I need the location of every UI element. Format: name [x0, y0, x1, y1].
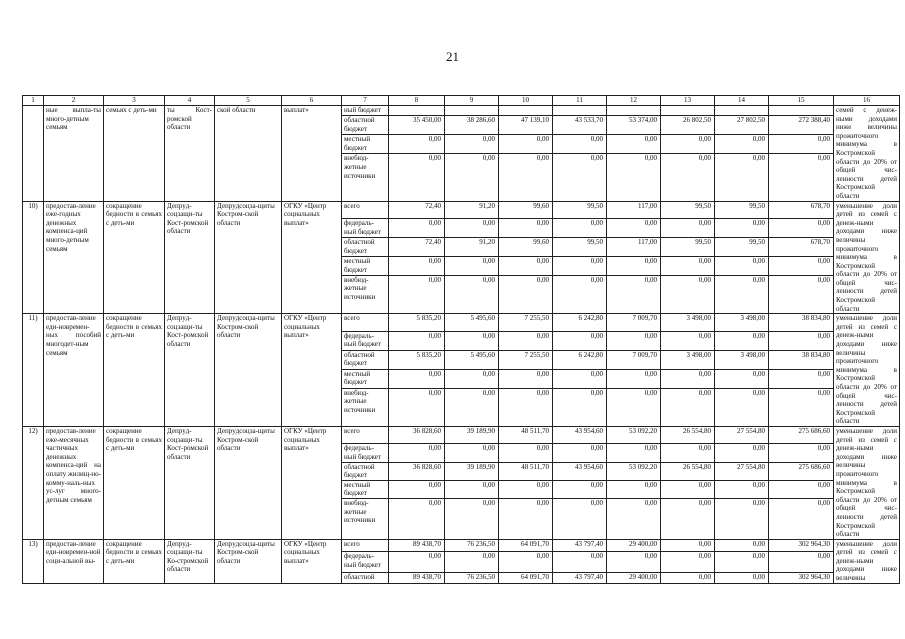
- item-number-cell: 12): [23, 426, 44, 539]
- co-executor-cell: Депрyд-соцзащи-ты Кост-ромской области: [165, 201, 215, 314]
- amount-cell: 0,00: [389, 219, 445, 238]
- amount-cell: 0,00: [769, 444, 834, 462]
- amount-cell: 29 400,00: [607, 572, 661, 583]
- responsible-cell: Депрyдсоцза-щиты Костром-ской области: [215, 201, 282, 314]
- amount-cell: 39 189,90: [445, 426, 499, 443]
- amount-cell: 0,00: [715, 275, 769, 313]
- amount-cell: 0,00: [661, 331, 715, 350]
- amount-cell: [445, 106, 499, 116]
- header-cell: 8: [389, 96, 445, 106]
- amount-cell: 38 834,80: [769, 314, 834, 332]
- amount-cell: 99,50: [715, 238, 769, 257]
- amount-cell: 89 438,70: [389, 539, 445, 551]
- amount-cell: 89 438,70: [389, 572, 445, 583]
- amount-cell: 72,40: [389, 201, 445, 219]
- amount-cell: 0,00: [607, 369, 661, 388]
- recipient-cell: ОГКУ «Центр социальных выплат»: [282, 314, 342, 427]
- amount-cell: 43 954,60: [553, 426, 607, 443]
- amount-cell: 0,00: [499, 388, 553, 426]
- header-cell: 14: [715, 96, 769, 106]
- amount-cell: 0,00: [715, 539, 769, 551]
- amount-cell: 47 139,10: [499, 116, 553, 135]
- amount-cell: 7 009,70: [607, 314, 661, 332]
- amount-cell: 0,00: [499, 499, 553, 539]
- amount-cell: 0,00: [389, 388, 445, 426]
- measure-name-cell: предостав-ление еди-новремен-ной соци-альной вы-: [44, 539, 104, 583]
- header-cell: 12: [607, 96, 661, 106]
- header-cell: 1: [23, 96, 44, 106]
- header-cell: 3: [104, 96, 165, 106]
- amount-cell: [499, 106, 553, 116]
- amount-cell: 0,00: [389, 154, 445, 201]
- amount-cell: 0,00: [607, 388, 661, 426]
- header-cell: 16: [834, 96, 900, 106]
- amount-cell: 5 495,60: [445, 314, 499, 332]
- amount-cell: 0,00: [553, 552, 607, 573]
- funding-source-cell: внебюд-жетные источники: [342, 388, 389, 426]
- amount-cell: 38 834,80: [769, 350, 834, 369]
- funding-source-cell: местный бюджет: [342, 480, 389, 498]
- amount-cell: 0,00: [553, 331, 607, 350]
- amount-cell: 0,00: [715, 331, 769, 350]
- expected-result-cell: уменьшение доли детей из семей с денеж-ными доходами ниже величины прожиточного минимума в Костромской области до 20% от общей чис-ленности детей Костромской области: [834, 426, 900, 539]
- amount-cell: 0,00: [553, 275, 607, 313]
- amount-cell: 0,00: [389, 369, 445, 388]
- amount-cell: 0,00: [715, 154, 769, 201]
- amount-cell: 0,00: [769, 256, 834, 275]
- responsible-cell: ской области: [215, 106, 282, 202]
- item-number-cell: 11): [23, 314, 44, 427]
- amount-cell: 0,00: [389, 499, 445, 539]
- amount-cell: 26 554,80: [661, 462, 715, 480]
- amount-cell: 0,00: [389, 275, 445, 313]
- header-cell: 7: [342, 96, 389, 106]
- amount-cell: 0,00: [769, 552, 834, 573]
- page-number: 21: [446, 49, 459, 64]
- amount-cell: 0,00: [445, 135, 499, 154]
- amount-cell: 0,00: [445, 552, 499, 573]
- expected-result-cell: уменьшение доли детей из семей с денеж-ными доходами ниже величины: [834, 539, 900, 583]
- amount-cell: 43 797,40: [553, 572, 607, 583]
- amount-cell: 64 091,70: [499, 572, 553, 583]
- amount-cell: 3 498,00: [661, 350, 715, 369]
- funding-source-cell: внебюд-жетные источники: [342, 154, 389, 201]
- amount-cell: 53 374,00: [607, 116, 661, 135]
- amount-cell: 5 495,60: [445, 350, 499, 369]
- amount-cell: 0,00: [445, 480, 499, 498]
- amount-cell: [607, 106, 661, 116]
- amount-cell: 0,00: [499, 552, 553, 573]
- co-executor-cell: ты Кост-ромской области: [165, 106, 215, 202]
- amount-cell: 0,00: [661, 369, 715, 388]
- funding-source-cell: областной: [342, 572, 389, 583]
- amount-cell: 0,00: [715, 388, 769, 426]
- amount-cell: 0,00: [499, 256, 553, 275]
- amount-cell: 7 255,50: [499, 350, 553, 369]
- amount-cell: 0,00: [607, 331, 661, 350]
- amount-cell: 0,00: [769, 388, 834, 426]
- amount-cell: 76 236,50: [445, 539, 499, 551]
- amount-cell: 0,00: [715, 256, 769, 275]
- amount-cell: 99,50: [661, 238, 715, 257]
- funding-source-cell: областной бюджет: [342, 350, 389, 369]
- amount-cell: 0,00: [769, 480, 834, 498]
- amount-cell: 39 189,90: [445, 462, 499, 480]
- co-executor-cell: Депрyд-соцзащи-ты Кост-ромской области: [165, 426, 215, 539]
- amount-cell: 0,00: [607, 444, 661, 462]
- funding-source-cell: ный бюджет: [342, 106, 389, 116]
- table-row: [23, 539, 900, 551]
- amount-cell: 0,00: [499, 154, 553, 201]
- amount-cell: [389, 106, 445, 116]
- amount-cell: 72,40: [389, 238, 445, 257]
- expected-result-cell: семей с денеж-ными доходами ниже величины прожиточного минимума в Костромской области до 20% от общей чис-ленности детей Костромской области: [834, 106, 900, 202]
- amount-cell: 0,00: [769, 154, 834, 201]
- header-cell: 6: [282, 96, 342, 106]
- amount-cell: 0,00: [661, 539, 715, 551]
- amount-cell: 0,00: [445, 444, 499, 462]
- funding-source-cell: всего: [342, 426, 389, 443]
- amount-cell: 7 255,50: [499, 314, 553, 332]
- amount-cell: 3 498,00: [715, 350, 769, 369]
- header-cell: 15: [769, 96, 834, 106]
- amount-cell: 0,00: [445, 256, 499, 275]
- amount-cell: 117,00: [607, 238, 661, 257]
- amount-cell: 0,00: [661, 552, 715, 573]
- funding-source-cell: всего: [342, 539, 389, 551]
- amount-cell: 36 828,60: [389, 462, 445, 480]
- amount-cell: 0,00: [445, 219, 499, 238]
- amount-cell: 0,00: [715, 135, 769, 154]
- amount-cell: 0,00: [445, 275, 499, 313]
- amount-cell: 99,50: [715, 201, 769, 219]
- amount-cell: 0,00: [389, 444, 445, 462]
- amount-cell: 29 400,00: [607, 539, 661, 551]
- measure-name-cell: предостав-ление еже-месячных частичных денежных компенса-ций на оплату жилищ-но-комму-наль-ных ус-луг много-детным семьям: [44, 426, 104, 539]
- amount-cell: 35 450,00: [389, 116, 445, 135]
- amount-cell: 0,00: [499, 480, 553, 498]
- amount-cell: 27 554,80: [715, 462, 769, 480]
- amount-cell: 0,00: [553, 388, 607, 426]
- amount-cell: 272 388,40: [769, 116, 834, 135]
- funding-source-cell: областной бюджет: [342, 116, 389, 135]
- item-number-cell: [23, 106, 44, 202]
- amount-cell: 302 964,30: [769, 572, 834, 583]
- funding-source-cell: внебюд-жетные источники: [342, 499, 389, 539]
- amount-cell: 99,50: [553, 201, 607, 219]
- amount-cell: 91,20: [445, 201, 499, 219]
- amount-cell: 0,00: [661, 480, 715, 498]
- amount-cell: 0,00: [389, 552, 445, 573]
- amount-cell: 0,00: [607, 154, 661, 201]
- table-row: [23, 106, 900, 116]
- funding-source-cell: внебюд-жетные источники: [342, 275, 389, 313]
- amount-cell: 0,00: [445, 388, 499, 426]
- header-row: [23, 96, 900, 106]
- amount-cell: 76 236,50: [445, 572, 499, 583]
- amount-cell: [661, 106, 715, 116]
- co-executor-cell: Депрyд-соцзащи-ты Кост-ромской области: [165, 314, 215, 427]
- amount-cell: 0,00: [661, 135, 715, 154]
- header-cell: 2: [44, 96, 104, 106]
- recipient-cell: ОГКУ «Центр социальных выплат»: [282, 201, 342, 314]
- amount-cell: 117,00: [607, 201, 661, 219]
- funding-source-cell: всего: [342, 201, 389, 219]
- amount-cell: 0,00: [499, 275, 553, 313]
- recipient-cell: ОГКУ «Центр социальных выплат»: [282, 539, 342, 583]
- amount-cell: 53 092,20: [607, 426, 661, 443]
- measure-name-cell: предостав-ление еже-годных денежных компенса-ций много-детным семьям: [44, 201, 104, 314]
- funding-source-cell: местный бюджет: [342, 369, 389, 388]
- header-cell: 13: [661, 96, 715, 106]
- amount-cell: 0,00: [715, 369, 769, 388]
- amount-cell: 0,00: [389, 256, 445, 275]
- amount-cell: 275 686,60: [769, 426, 834, 443]
- amount-cell: 0,00: [607, 552, 661, 573]
- recipient-cell: выплат»: [282, 106, 342, 202]
- goal-cell: сокращение бедности в семьях с деть-ми: [104, 201, 165, 314]
- amount-cell: 26 802,50: [661, 116, 715, 135]
- amount-cell: 0,00: [389, 135, 445, 154]
- table-row: [23, 201, 900, 219]
- amount-cell: 0,00: [499, 444, 553, 462]
- amount-cell: 0,00: [553, 444, 607, 462]
- amount-cell: 0,00: [389, 331, 445, 350]
- amount-cell: 0,00: [553, 154, 607, 201]
- amount-cell: 0,00: [445, 369, 499, 388]
- amount-cell: 0,00: [607, 219, 661, 238]
- goal-cell: сокращение бедности в семьях с деть-ми: [104, 426, 165, 539]
- header-cell: 11: [553, 96, 607, 106]
- amount-cell: 27 802,50: [715, 116, 769, 135]
- goal-cell: семьях с деть-ми: [104, 106, 165, 202]
- table-row: [23, 314, 900, 332]
- amount-cell: 678,70: [769, 238, 834, 257]
- amount-cell: 43 533,70: [553, 116, 607, 135]
- funding-source-cell: федераль-ный бюджет: [342, 331, 389, 350]
- measure-name-cell: ные выпла-ты много-детным семьям: [44, 106, 104, 202]
- responsible-cell: Депрyдсоцза-щиты Костром-ской области: [215, 426, 282, 539]
- header-cell: 10: [499, 96, 553, 106]
- recipient-cell: ОГКУ «Центр социальных выплат»: [282, 426, 342, 539]
- amount-cell: [715, 106, 769, 116]
- amount-cell: 0,00: [445, 331, 499, 350]
- amount-cell: 0,00: [715, 499, 769, 539]
- goal-cell: сокращение бедности в семьях с деть-ми: [104, 314, 165, 427]
- amount-cell: 0,00: [661, 154, 715, 201]
- amount-cell: 27 554,80: [715, 426, 769, 443]
- amount-cell: 0,00: [661, 572, 715, 583]
- amount-cell: 6 242,80: [553, 314, 607, 332]
- amount-cell: 5 835,20: [389, 314, 445, 332]
- amount-cell: 0,00: [715, 219, 769, 238]
- amount-cell: 0,00: [607, 256, 661, 275]
- funding-source-cell: местный бюджет: [342, 135, 389, 154]
- amount-cell: 0,00: [769, 369, 834, 388]
- amount-cell: 0,00: [715, 552, 769, 573]
- amount-cell: 0,00: [715, 480, 769, 498]
- funding-source-cell: всего: [342, 314, 389, 332]
- amount-cell: 26 554,80: [661, 426, 715, 443]
- amount-cell: 0,00: [389, 480, 445, 498]
- responsible-cell: Депрyдсоцза-щиты Костром-ской области: [215, 539, 282, 583]
- funding-source-cell: областной бюджет: [342, 462, 389, 480]
- amount-cell: 0,00: [661, 499, 715, 539]
- responsible-cell: Депрyдсоцза-щиты Костром-ской области: [215, 314, 282, 427]
- amount-cell: 5 835,20: [389, 350, 445, 369]
- amount-cell: 302 964,30: [769, 539, 834, 551]
- amount-cell: 0,00: [661, 256, 715, 275]
- amount-cell: 99,60: [499, 238, 553, 257]
- amount-cell: 0,00: [769, 135, 834, 154]
- amount-cell: 0,00: [769, 275, 834, 313]
- co-executor-cell: Депрyд-соцзащи-ты Ко-стромской области: [165, 539, 215, 583]
- amount-cell: 99,50: [553, 238, 607, 257]
- amount-cell: 43 954,60: [553, 462, 607, 480]
- amount-cell: 3 498,00: [715, 314, 769, 332]
- amount-cell: 0,00: [553, 499, 607, 539]
- amount-cell: 0,00: [661, 444, 715, 462]
- measure-name-cell: предостав-ление еди-новремен-ных пособий многодет-ным семьям: [44, 314, 104, 427]
- table-row: [23, 426, 900, 443]
- header-cell: 9: [445, 96, 499, 106]
- amount-cell: 0,00: [607, 275, 661, 313]
- amount-cell: 7 009,70: [607, 350, 661, 369]
- funding-source-cell: федераль-ный бюджет: [342, 444, 389, 462]
- amount-cell: 0,00: [769, 331, 834, 350]
- expected-result-cell: уменьшение доли детей из семей с денеж-ными доходами ниже величины прожиточного минимума в Костромской области до 20% от общей чис-ленности детей Костромской области: [834, 314, 900, 427]
- funding-source-cell: федераль-ный бюджет: [342, 219, 389, 238]
- goal-cell: сокращение бедности в семьях с деть-ми: [104, 539, 165, 583]
- amount-cell: 0,00: [499, 219, 553, 238]
- amount-cell: 3 498,00: [661, 314, 715, 332]
- amount-cell: 0,00: [769, 499, 834, 539]
- amount-cell: 38 286,60: [445, 116, 499, 135]
- amount-cell: 0,00: [553, 480, 607, 498]
- funding-source-cell: федераль-ный бюджет: [342, 552, 389, 573]
- item-number-cell: 10): [23, 201, 44, 314]
- program-table: [22, 95, 900, 584]
- amount-cell: 43 797,40: [553, 539, 607, 551]
- amount-cell: 53 092,20: [607, 462, 661, 480]
- amount-cell: 48 511,70: [499, 462, 553, 480]
- header-cell: 5: [215, 96, 282, 106]
- amount-cell: [553, 106, 607, 116]
- amount-cell: 36 828,60: [389, 426, 445, 443]
- amount-cell: 0,00: [607, 135, 661, 154]
- amount-cell: 275 686,60: [769, 462, 834, 480]
- amount-cell: 0,00: [499, 369, 553, 388]
- amount-cell: 0,00: [553, 135, 607, 154]
- amount-cell: 6 242,80: [553, 350, 607, 369]
- amount-cell: 0,00: [445, 499, 499, 539]
- amount-cell: 99,60: [499, 201, 553, 219]
- amount-cell: 0,00: [715, 572, 769, 583]
- expected-result-cell: уменьшение доли детей из семей с денеж-ными доходами ниже величины прожиточного минимума в Костромской области до 20% от общей чис-ленности детей Костромской области: [834, 201, 900, 314]
- amount-cell: 64 091,70: [499, 539, 553, 551]
- amount-cell: 678,70: [769, 201, 834, 219]
- amount-cell: 0,00: [661, 388, 715, 426]
- amount-cell: 48 511,70: [499, 426, 553, 443]
- amount-cell: 0,00: [553, 219, 607, 238]
- amount-cell: 99,50: [661, 201, 715, 219]
- amount-cell: 91,20: [445, 238, 499, 257]
- funding-source-cell: местный бюджет: [342, 256, 389, 275]
- amount-cell: 0,00: [553, 256, 607, 275]
- amount-cell: 0,00: [499, 331, 553, 350]
- amount-cell: 0,00: [661, 219, 715, 238]
- amount-cell: 0,00: [769, 219, 834, 238]
- amount-cell: 0,00: [607, 480, 661, 498]
- funding-source-cell: областной бюджет: [342, 238, 389, 257]
- amount-cell: 0,00: [499, 135, 553, 154]
- amount-cell: 0,00: [445, 154, 499, 201]
- header-cell: 4: [165, 96, 215, 106]
- item-number-cell: 13): [23, 539, 44, 583]
- amount-cell: 0,00: [607, 499, 661, 539]
- amount-cell: 0,00: [553, 369, 607, 388]
- amount-cell: 0,00: [715, 444, 769, 462]
- amount-cell: [769, 106, 834, 116]
- amount-cell: 0,00: [661, 275, 715, 313]
